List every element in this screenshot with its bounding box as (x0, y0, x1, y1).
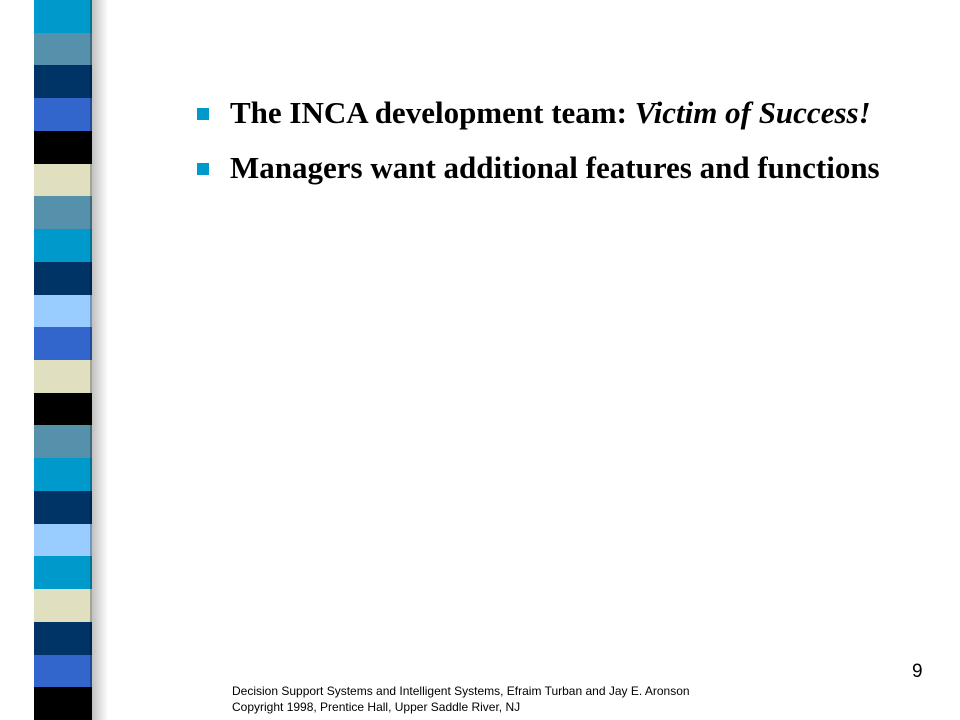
stripe-segment (34, 164, 92, 198)
stripe-segment (34, 229, 92, 263)
bullet-list (196, 94, 916, 204)
bullet-text-2: Managers want additional features and functions (230, 150, 880, 185)
stripe-segment (34, 393, 92, 427)
stripe-segment (34, 655, 92, 689)
stripe-segment (34, 524, 92, 558)
bullet-item-1 (196, 94, 916, 131)
stripe-segment (34, 360, 92, 394)
bullet-square-icon (197, 108, 209, 120)
stripe-segment (34, 295, 92, 329)
stripe-segment (34, 131, 92, 165)
stripe-segment (34, 33, 92, 67)
decorative-stripe-bar (30, 0, 96, 720)
stripe-segment (34, 65, 92, 99)
footer-line-1: Decision Support Systems and Intelligent Systems, Efraim Turban and Jay E. Aronson (232, 684, 690, 698)
stripe-segment (34, 0, 92, 34)
page-number: 9 (912, 661, 923, 682)
stripe-segment (34, 327, 92, 361)
bullet-item-2 (196, 149, 916, 186)
stripe-bar-shadow (90, 0, 108, 720)
footer-credits (232, 683, 690, 715)
bullet-emphasis-1: Victim of Success! (634, 95, 871, 130)
stripe-segment (34, 262, 92, 296)
stripe-segment (34, 98, 92, 132)
stripe-segment (34, 622, 92, 656)
bullet-square-icon (197, 163, 209, 175)
bullet-text-1: The INCA development team: (230, 95, 635, 130)
footer-line-2: Copyright 1998, Prentice Hall, Upper Saddle River, NJ (232, 700, 521, 714)
stripe-segment (34, 196, 92, 230)
stripe-segment (34, 687, 92, 720)
stripe-segment (34, 589, 92, 623)
stripe-segment (34, 425, 92, 459)
stripe-segment (34, 556, 92, 590)
stripe-segment (34, 491, 92, 525)
stripe-segment (34, 458, 92, 492)
